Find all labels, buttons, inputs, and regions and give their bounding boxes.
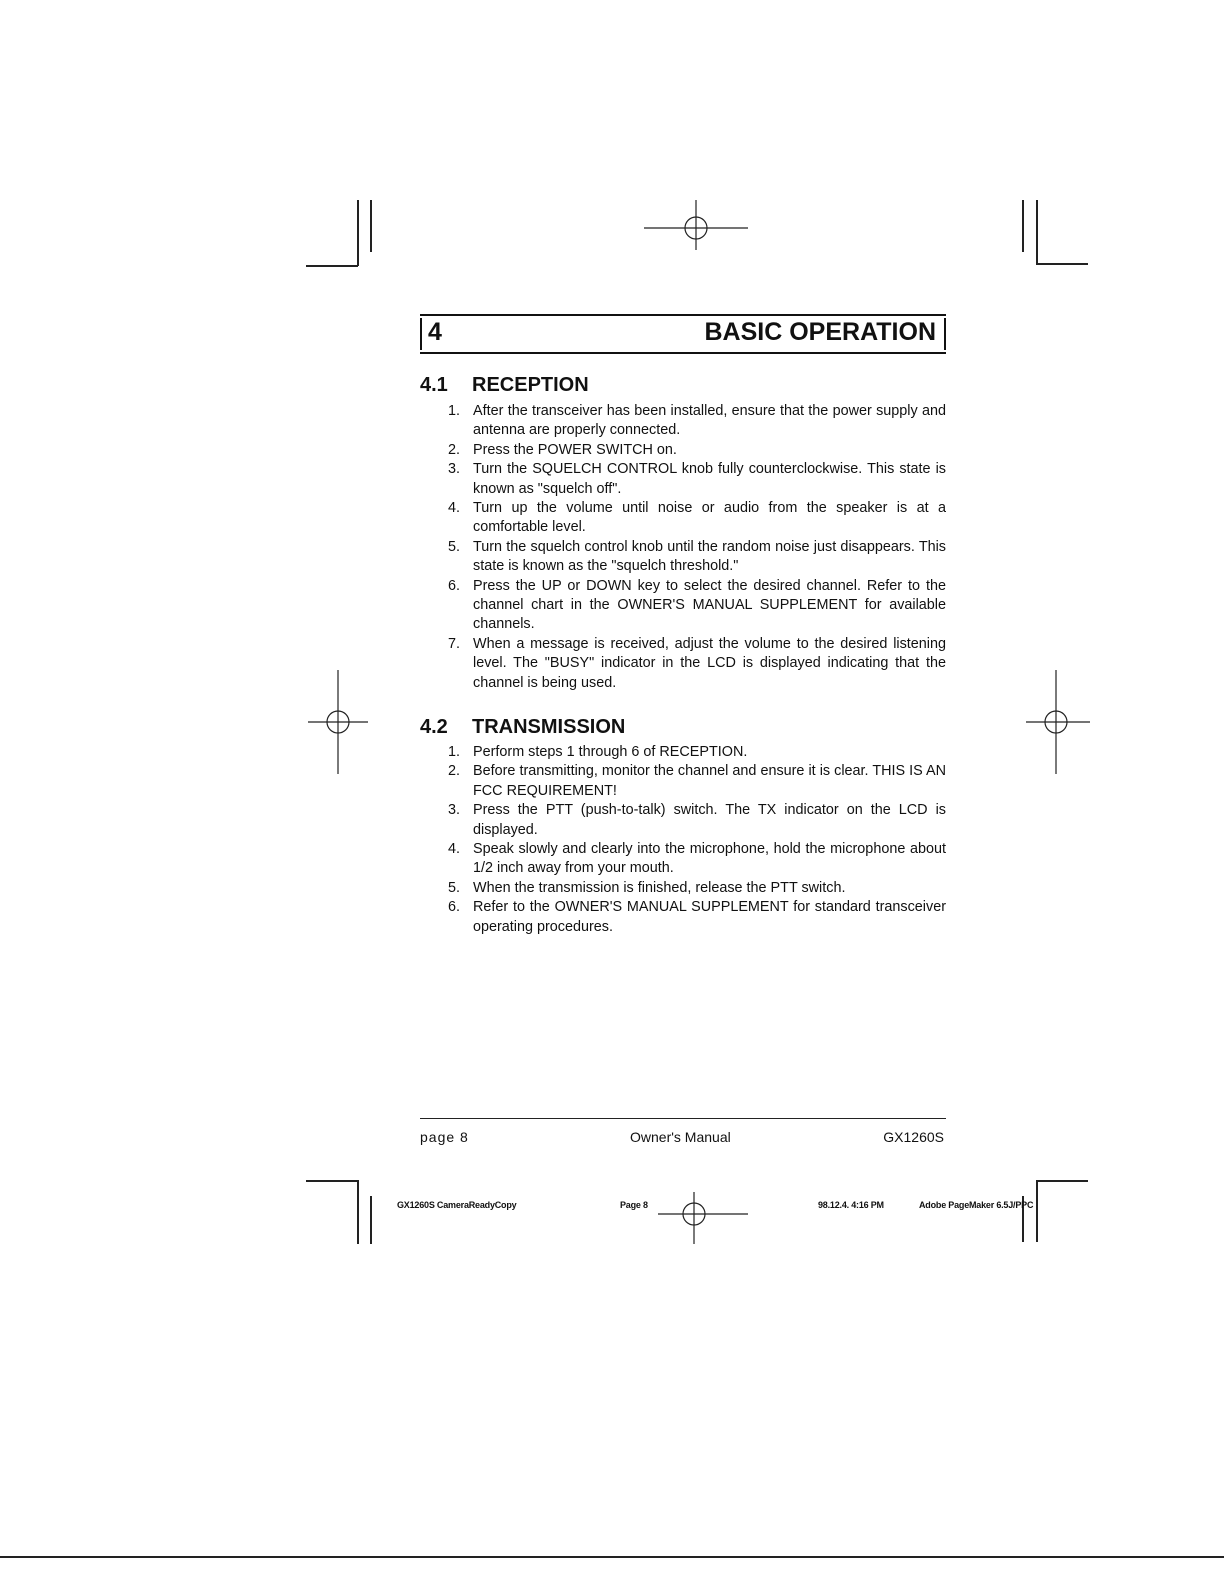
list-item: 2. Press the POWER SWITCH on. bbox=[448, 441, 677, 458]
footer-manual-title: Owner's Manual bbox=[630, 1129, 731, 1145]
list-item: 5. Turn the squelch control knob until the random noise just disappears. This state is known as the "squelch threshold." bbox=[448, 538, 946, 575]
chapter-number: 4 bbox=[428, 318, 442, 346]
list-item: 3. Turn the SQUELCH CONTROL knob fully counterclockwise. This state is known as "squelch off". bbox=[448, 461, 946, 497]
crop-mark bbox=[357, 1180, 359, 1244]
registration-mark-icon bbox=[1026, 670, 1090, 774]
registration-mark-icon bbox=[658, 1192, 748, 1244]
section-heading bbox=[420, 374, 589, 397]
list-item: 1. Perform steps 1 through 6 of RECEPTION. bbox=[448, 744, 748, 760]
crop-mark bbox=[1036, 1180, 1038, 1242]
crop-mark bbox=[1036, 1180, 1088, 1182]
list-item: 4. Turn up the volume until noise or audio from the speaker is at a comfortable level. bbox=[448, 500, 946, 536]
chapter-header bbox=[420, 314, 946, 354]
list-item: 1. After the transceiver has been installed, ensure that the power supply and antenna are properly connected. bbox=[448, 403, 946, 439]
slug-application: Adobe PageMaker 6.5J/PPC bbox=[919, 1200, 1034, 1210]
crop-mark bbox=[306, 1180, 358, 1182]
chapter-title: BASIC OPERATION bbox=[704, 318, 936, 346]
section-number: 4.1 bbox=[420, 374, 448, 396]
reception-steps bbox=[424, 402, 946, 693]
list-item: 5. When the transmission is finished, release the PTT switch. bbox=[448, 879, 846, 896]
section-heading bbox=[420, 716, 625, 739]
crop-mark bbox=[370, 1196, 372, 1244]
crop-mark bbox=[1022, 200, 1024, 252]
list-item: 6. Press the UP or DOWN key to select the desired channel. Refer to the channel chart in the OWNER'S MANUAL SUPPLEMENT for available channels. bbox=[448, 577, 946, 633]
list-item: 7. When a message is received, adjust the volume to the desired listening level. The "BUSY" indicator in the LCD is displayed indicating that the channel is being used. bbox=[448, 635, 946, 691]
crop-mark bbox=[1036, 200, 1038, 264]
registration-mark-icon bbox=[644, 200, 748, 250]
divider bbox=[0, 1556, 1224, 1558]
list-item: 3. Press the PTT (push-to-talk) switch. The TX indicator on the LCD is displayed. bbox=[448, 802, 946, 838]
section-title: RECEPTION bbox=[472, 374, 589, 396]
list-item: 4. Speak slowly and clearly into the microphone, hold the microphone about 1/2 inch away from your mouth. bbox=[448, 841, 946, 877]
registration-mark-icon bbox=[308, 670, 368, 774]
slug-filename: GX1260S CameraReadyCopy bbox=[397, 1200, 517, 1210]
section-number: 4.2 bbox=[420, 716, 448, 738]
list-item: 2. Before transmitting, monitor the channel and ensure it is clear. THIS IS AN FCC REQUIREMENT! bbox=[448, 763, 946, 799]
transmission-steps bbox=[424, 743, 946, 937]
page-number: page 8 bbox=[420, 1129, 469, 1145]
slug-page: Page 8 bbox=[620, 1200, 648, 1210]
crop-mark bbox=[370, 200, 372, 252]
footer-model: GX1260S bbox=[883, 1129, 944, 1145]
crop-mark bbox=[357, 200, 359, 266]
crop-mark bbox=[1036, 263, 1088, 265]
slug-timestamp: 98.12.4. 4:16 PM bbox=[818, 1200, 884, 1210]
list-item: 6. Refer to the OWNER'S MANUAL SUPPLEMENT for standard transceiver operating procedures. bbox=[448, 899, 946, 935]
section-title: TRANSMISSION bbox=[472, 716, 626, 738]
page-footer bbox=[420, 1118, 946, 1149]
crop-mark bbox=[306, 265, 358, 267]
